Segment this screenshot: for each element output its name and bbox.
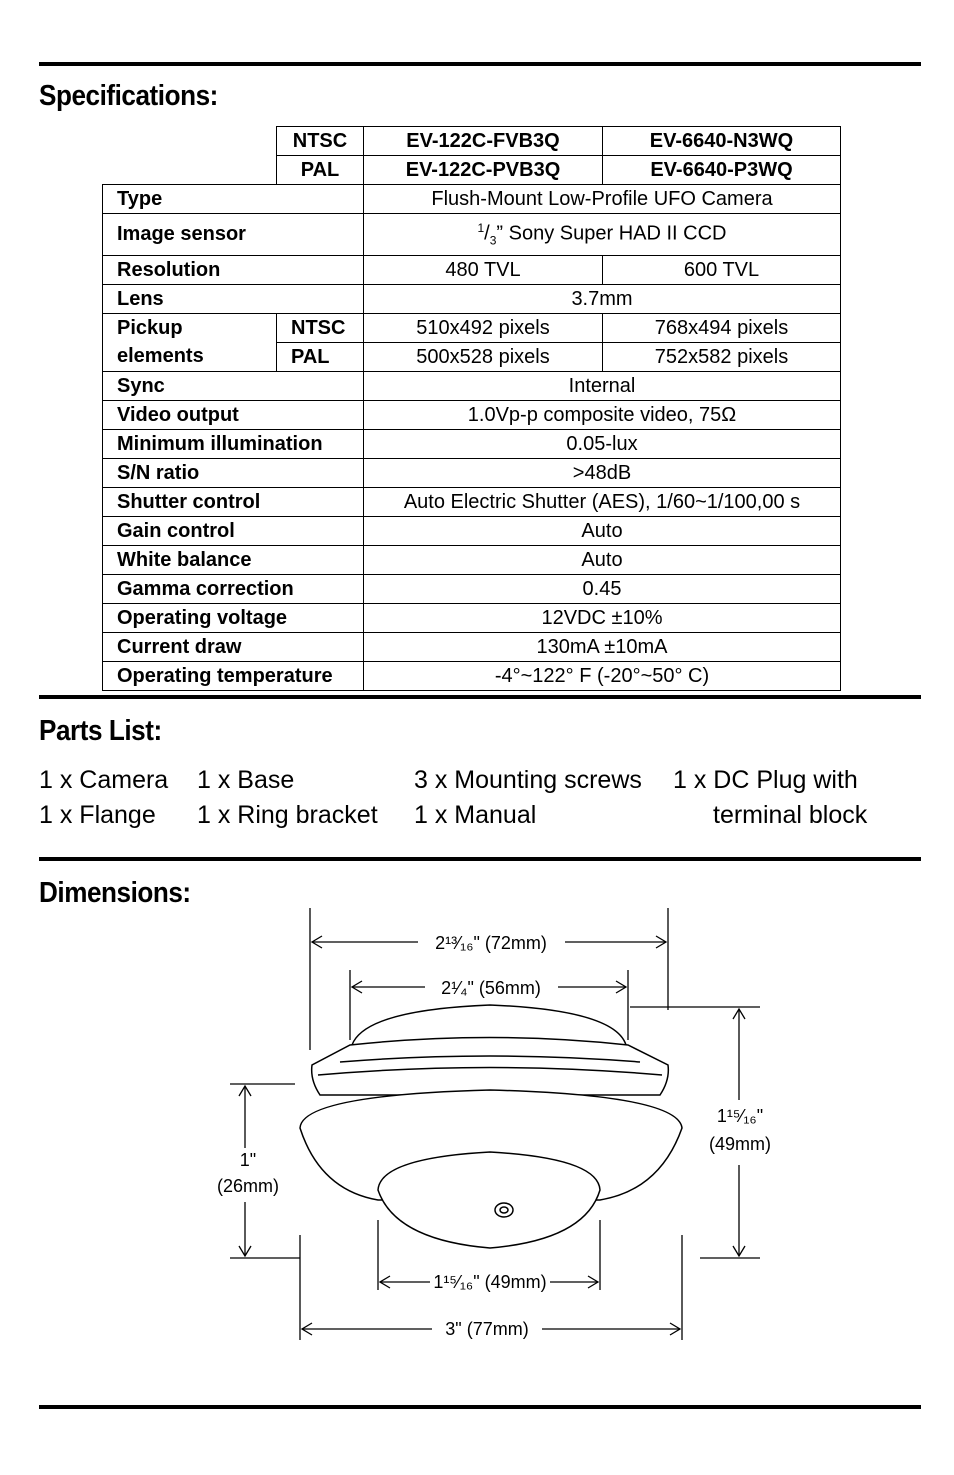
lens-label: Lens [103, 284, 364, 313]
label-total-height-1: 1¹⁵⁄₁₆" [716, 1106, 764, 1126]
video-output-label: Video output [103, 400, 364, 429]
ntsc-model-2: EV-6640-N3WQ [603, 127, 841, 156]
white-balance-label: White balance [103, 545, 364, 574]
pal-model-1: EV-122C-PVB3Q [364, 156, 603, 185]
pickup-pal-1: 500x528 pixels [364, 342, 603, 371]
shutter-label: Shutter control [103, 487, 364, 516]
sensor-fraction-den: 3 [489, 233, 497, 248]
voltage-label: Operating voltage [103, 603, 364, 632]
temperature-label: Operating temperature [103, 661, 364, 690]
pal-label: PAL [277, 156, 364, 185]
sn-ratio-value: >48dB [364, 458, 841, 487]
pickup-label-2: elements [103, 342, 277, 371]
pickup-pal-label: PAL [277, 342, 364, 371]
temperature-value: -4°~122° F (-20°~50° C) [364, 661, 841, 690]
resolution-label: Resolution [103, 255, 364, 284]
pickup-ntsc-label: NTSC [277, 313, 364, 342]
label-total-height-2: (49mm) [709, 1134, 771, 1154]
type-label: Type [103, 185, 364, 214]
lens-dome [378, 1152, 600, 1248]
pickup-ntsc-2: 768x494 pixels [603, 313, 841, 342]
part-ring-bracket: 1 x Ring bracket [197, 801, 378, 829]
label-flange-width: 2¹³⁄₁₆" (72mm) [435, 933, 547, 953]
sync-value: Internal [364, 371, 841, 400]
ntsc-label: NTSC [277, 127, 364, 156]
sensor-fraction-num: 1 [477, 221, 485, 235]
gain-value: Auto [364, 516, 841, 545]
part-flange: 1 x Flange [39, 801, 156, 829]
label-body-height-1: 1" [239, 1150, 257, 1170]
flange-ring [312, 1038, 669, 1096]
current-value: 130mA ±10mA [364, 632, 841, 661]
label-body-height-2: (26mm) [217, 1176, 279, 1196]
white-balance-value: Auto [364, 545, 841, 574]
sensor-text: ” Sony Super HAD II CCD [496, 222, 727, 245]
camera-body [300, 1005, 682, 1248]
parts-heading: Parts List: [39, 715, 162, 747]
label-dome-top-width: 2¹⁄₄" (56mm) [441, 978, 541, 998]
pickup-label-1: Pickup [103, 313, 277, 342]
gamma-label: Gamma correction [103, 574, 364, 603]
pickup-pal-2: 752x582 pixels [603, 342, 841, 371]
voltage-value: 12VDC ±10% [364, 603, 841, 632]
specifications-heading: Specifications: [39, 80, 218, 112]
part-camera: 1 x Camera [39, 766, 169, 794]
pickup-ntsc-1: 510x492 pixels [364, 313, 603, 342]
pal-model-2: EV-6640-P3WQ [603, 156, 841, 185]
part-dc-plug: 1 x DC Plug with [673, 766, 858, 794]
resolution-value-1: 480 TVL [364, 255, 603, 284]
min-illumination-label: Minimum illumination [103, 429, 364, 458]
part-dc-plug-cont: terminal block [713, 801, 868, 829]
current-label: Current draw [103, 632, 364, 661]
part-mounting-screws: 3 x Mounting screws [414, 766, 642, 794]
parts-col-1 [39, 763, 168, 833]
type-value: Flush-Mount Low-Profile UFO Camera [364, 185, 841, 214]
ntsc-model-1: EV-122C-FVB3Q [364, 127, 603, 156]
label-total-width: 3" (77mm) [445, 1319, 529, 1339]
part-manual: 1 x Manual [414, 801, 537, 829]
middle-rule [39, 695, 921, 699]
video-output-value: 1.0Vp-p composite video, 75Ω [364, 400, 841, 429]
dimensions-heading: Dimensions: [39, 877, 191, 909]
bottom-rule [39, 1405, 921, 1409]
part-base: 1 x Base [197, 766, 295, 794]
parts-col-4 [673, 763, 867, 833]
spec-table [102, 126, 841, 691]
shutter-value: Auto Electric Shutter (AES), 1/60~1/100,00 s [364, 487, 841, 516]
parts-col-2 [197, 763, 378, 833]
sync-label: Sync [103, 371, 364, 400]
min-illumination-value: 0.05-lux [364, 429, 841, 458]
image-sensor-value: $^1/_3$” Sony Super HAD II CCD [364, 214, 841, 256]
camera-dimension-drawing [190, 890, 810, 1360]
gain-label: Gain control [103, 516, 364, 545]
top-rule [39, 62, 921, 66]
label-dome-width: 1¹⁵⁄₁₆" (49mm) [433, 1272, 547, 1292]
resolution-value-2: 600 TVL [603, 255, 841, 284]
sn-ratio-label: S/N ratio [103, 458, 364, 487]
gamma-value: 0.45 [364, 574, 841, 603]
lens-center-icon [500, 1207, 508, 1213]
parts-col-3 [414, 763, 642, 833]
lens-value: 3.7mm [364, 284, 841, 313]
image-sensor-label: Image sensor [103, 214, 364, 256]
lower-rule [39, 857, 921, 861]
